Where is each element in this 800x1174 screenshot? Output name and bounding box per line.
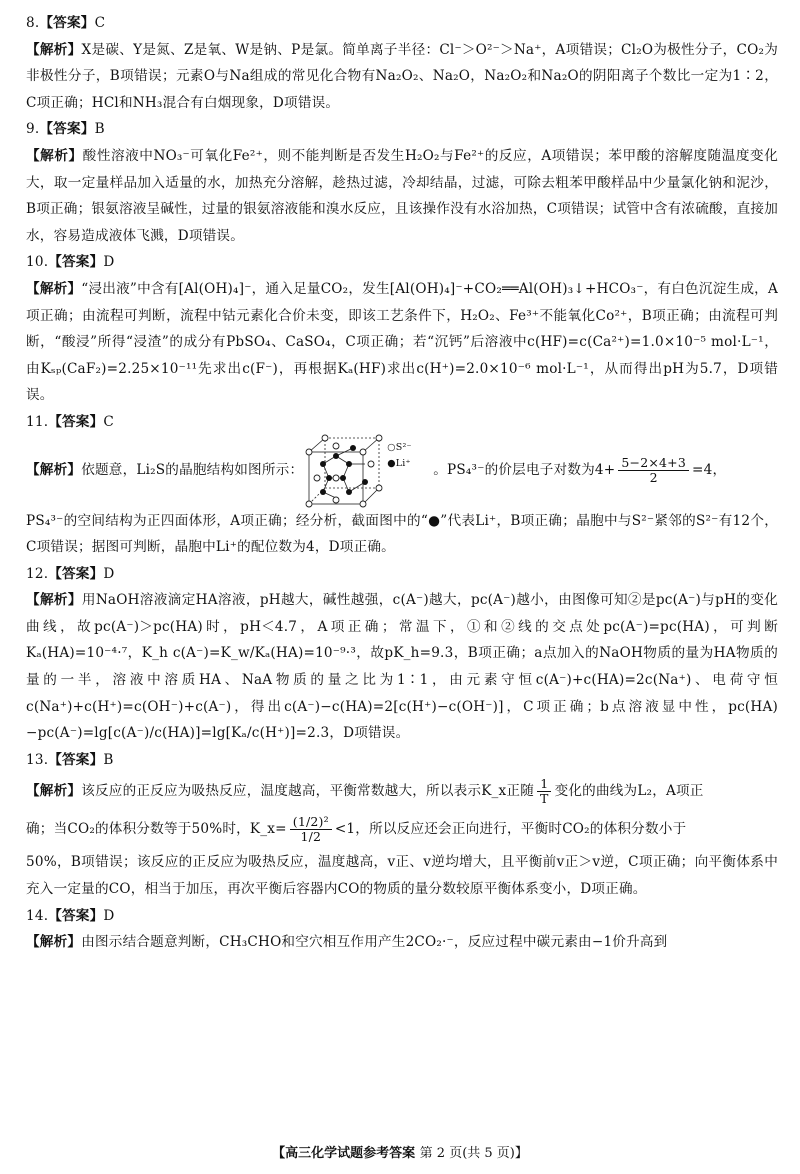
fraction-numerator: 1: [537, 777, 551, 792]
answer-label: 【答案】: [48, 907, 104, 924]
answer-choice: B: [94, 121, 105, 138]
li2s-crystal-diagram: [303, 434, 433, 508]
question-9-answer: [26, 116, 778, 143]
explanation-text: 该反应的正反应为吸热反应，温度越高，平衡常数越大，所以表示K_x正随: [81, 783, 535, 800]
explanation-text: X是碳、Y是氮、Z是氧、W是钠、P是氯。简单离子半径：Cl⁻＞O²⁻＞Na⁺，A项错误；Cl₂O为极性分子，CO₂为非极性分子，B项错误；元素O与Na组成的常见化合物有Na₂O₂、Na₂O，Na₂O₂和Na₂O的阴阳离子个数比一定为1∶2，C项正确；HCl和NH₃混合有白烟现象，D项错误。: [26, 41, 778, 111]
explanation-label: 【解析】: [26, 147, 83, 164]
footer-title: 【高三化学试题参考答案: [272, 1146, 416, 1161]
question-11-explanation-line1: [26, 434, 778, 508]
question-number: 8.: [26, 15, 40, 31]
explanation-label: 【解析】: [26, 934, 82, 951]
explanation-label: 【解析】: [26, 592, 82, 609]
question-12-answer: [26, 561, 778, 588]
question-11-explanation-cont: [26, 508, 778, 561]
answer-label: 【答案】: [48, 254, 104, 271]
explanation-text: “浸出液”中含有[Al(OH)₄]⁻，通入足量CO₂，发生[Al(OH)₄]⁻+CO₂══Al(OH)₃↓+HCO₃⁻，有白色沉淀生成，A项正确；由流程可判断，流程中钴元素化合价未变，即该工艺条件下，H₂O₂、Fe³⁺不能氧化Co²⁺，B项正确；由流程可判断，“酸浸”所得“浸渣”的成分有PbSO₄、CaSO₄，C项正确；若“沉钙”后溶液中c(HF)=c(Ca²⁺)=1.0×10⁻⁵ mol·L⁻¹，由Kₛₚ(CaF₂)=2.25×10⁻¹¹先求出c(F⁻)，再根据Kₐ(HF)求出c(H⁺)=2.0×10⁻⁶ mol·L⁻¹，从而得出pH为5.7，D项错误。: [26, 280, 778, 404]
question-13-explanation-cont: [26, 849, 778, 902]
question-number: 14.: [26, 907, 49, 924]
question-14-answer: [26, 903, 778, 930]
explanation-label: 【解析】: [26, 462, 82, 479]
kx-fraction: [290, 815, 332, 844]
explanation-text: 50%，B项错误；该反应的正反应为吸热反应，温度越高，v正、v逆均增大，且平衡前v正＞v逆，C项正确；向平衡体系中充入一定量的CO，相当于加压，再次平衡后容器内CO的物质的量分数较原平衡体系变小，D项正确。: [26, 854, 778, 898]
question-13-explanation-line2: [26, 809, 778, 849]
answer-choice: C: [103, 413, 115, 430]
question-9-explanation: [26, 143, 778, 249]
question-10-answer: [26, 249, 778, 276]
answer-choice: D: [103, 565, 115, 582]
answer-label: 【答案】: [48, 565, 104, 582]
footer-page-number: 第 2 页(共 5 页)】: [419, 1146, 528, 1161]
explanation-label: 【解析】: [26, 41, 82, 58]
fraction-denominator: 2: [649, 470, 658, 485]
fraction-denominator: T: [540, 790, 549, 806]
explanation-text: 酸性溶液中NO₃⁻可氧化Fe²⁺，则不能判断是否发生H₂O₂与Fe²⁺的反应，A项错误；苯甲酸的溶解度随温度变化大，取一定量样品加入适量的水，加热充分溶解，趁热过滤，冷却结晶，过滤，可除去粗苯甲酸样品中少量氯化钠和泥沙，B项正确；银氨溶液呈碱性，过量的银氨溶液能和溴水反应，且该操作没有水浴加热，C项错误；试管中含有浓硫酸，直接加水，容易造成液体飞溅，D项错误。: [26, 147, 778, 244]
answer-label: 【答案】: [39, 15, 95, 31]
explanation-label: 【解析】: [26, 280, 82, 297]
question-12-explanation: [26, 587, 778, 747]
question-number: 13.: [26, 751, 49, 768]
question-8-explanation: [26, 37, 778, 117]
explanation-text: <1，所以反应还会正向进行，平衡时CO₂的体积分数小于: [334, 821, 687, 838]
question-11-answer: [26, 409, 778, 436]
question-8-answer: [26, 10, 778, 37]
answer-choice: D: [103, 907, 115, 924]
answer-label: 【答案】: [48, 751, 104, 768]
answer-page: [26, 10, 778, 956]
question-number: 11.: [26, 413, 49, 430]
question-10-explanation: [26, 276, 778, 409]
fraction-numerator: 5−2×4+3: [618, 456, 689, 471]
legend-lithium: ●Li⁺: [387, 457, 411, 469]
explanation-text: PS₄³⁻的空间结构为正四面体形，A项正确；经分析，截面图中的“●”代表Li⁺，B项正确；晶胞中与S²⁻紧邻的S²⁻有12个，C项错误；据图可判断，晶胞中Li⁺的配位数为4，D项正确。: [26, 512, 778, 556]
legend-sulfide: ○S²⁻: [387, 441, 412, 453]
answer-choice: D: [103, 254, 115, 271]
question-13-explanation-line1: [26, 773, 778, 809]
question-13-answer: [26, 747, 778, 774]
answer-label: 【答案】: [39, 121, 95, 138]
answer-label: 【答案】: [48, 413, 104, 430]
explanation-text: 。PS₄³⁻的价层电子对数为4+: [433, 462, 616, 479]
question-number: 12.: [26, 565, 49, 582]
valence-electron-fraction: [618, 456, 689, 485]
explanation-text: 确；当CO₂的体积分数等于50%时，K_x=: [26, 821, 287, 838]
question-14-explanation: [26, 929, 778, 956]
explanation-text: 依题意，Li₂S的晶胞结构如图所示：: [81, 462, 304, 479]
explanation-label: 【解析】: [26, 783, 82, 800]
explanation-text: =4，: [692, 462, 727, 479]
explanation-text: 用NaOH溶液滴定HA溶液，pH越大，碱性越强，c(A⁻)越大，pc(A⁻)越小，由图像可知②是pc(A⁻)与pH的变化曲线，故pc(A⁻)＞pc(HA)时，pH＜4.7，A项正确；常温下，①和②线的交点处pc(A⁻)=pc(HA)，可判断Kₐ(HA)=10⁻⁴·⁷，K_h c(A⁻)=K_w/Kₐ(HA)=10⁻⁹·³，故pK_h=9.3，B项正确；a点加入的NaOH物质的量为HA物质的量的一半，溶液中溶质HA、NaA物质的量之比为1∶1，由元素守恒c(A⁻)+c(HA)=2c(Na⁺)、电荷守恒c(Na⁺)+c(H⁺)=c(OH⁻)+c(A⁻)，得出c(A⁻)−c(HA)=2[c(H⁺)−c(OH⁻)]，C项正确；b点溶液显中性，pc(HA)−pc(A⁻)=lg[c(A⁻)/c(HA)]=lg[Kₐ/c(H⁺)]=2.3，D项错误。: [26, 592, 778, 742]
explanation-text: 变化的曲线为L₂，A项正: [554, 783, 704, 800]
explanation-text: 由图示结合题意判断，CH₃CHO和空穴相互作用产生2CO₂·⁻，反应过程中碳元素由−1价升高到: [81, 934, 668, 951]
fraction-numerator: (1/2)²: [290, 815, 332, 830]
answer-choice: B: [103, 751, 114, 768]
question-number: 9.: [26, 121, 40, 138]
fraction-denominator: 1/2: [300, 828, 322, 844]
page-footer: [0, 1142, 800, 1161]
question-number: 10.: [26, 254, 49, 271]
reciprocal-t-fraction: [537, 777, 552, 806]
answer-choice: C: [94, 15, 106, 31]
